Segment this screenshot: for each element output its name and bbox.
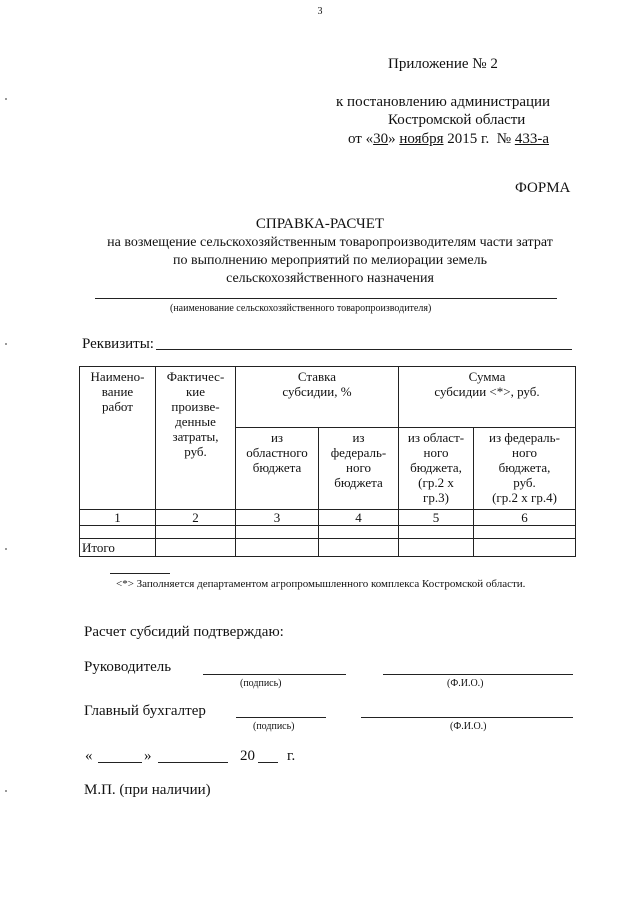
table-cell[interactable] <box>319 526 399 539</box>
table-number-row <box>80 510 576 526</box>
header-subsidy-amount: Сумма субсидии <*>, руб. <box>399 367 576 428</box>
page-number: 3 <box>317 6 323 17</box>
header-rate-federal: из федераль- ного бюджета <box>319 428 399 510</box>
footnote: <*> Заполняется департаментом агропромышленного комплекса Костромской области. <box>116 578 526 590</box>
date-year-suffix: г. <box>287 748 296 764</box>
producer-caption: (наименование сельскохозяйственного товаропроизводителя) <box>170 303 432 314</box>
date-close-quote: » <box>144 748 152 764</box>
form-label: ФОРМА <box>515 180 571 196</box>
subtitle-line2: по выполнению мероприятий по мелиорации земель <box>173 253 487 268</box>
date-month-field[interactable] <box>158 762 228 763</box>
date-day-field[interactable] <box>98 762 142 763</box>
appendix-date: от «30» ноября 2015 г. № 433-а <box>348 131 549 147</box>
subtitle-line1: на возмещение сельскохозяйственным товаропроизводителям части затрат <box>107 235 553 250</box>
date-year-prefix: 20 <box>240 748 255 764</box>
head-fio-caption: (Ф.И.О.) <box>447 678 484 689</box>
scan-speck <box>5 98 7 100</box>
date-open-quote: « <box>85 748 93 764</box>
header-actual-costs: Фактичес- кие произве- денные затраты, руб. <box>156 367 236 510</box>
head-fio-field[interactable] <box>383 674 573 675</box>
date-year-field[interactable] <box>258 762 278 763</box>
table-cell[interactable] <box>236 526 319 539</box>
col-number: 6 <box>474 510 576 526</box>
requisites-label: Реквизиты: <box>82 336 154 352</box>
table-cell[interactable] <box>319 539 399 557</box>
scan-speck <box>5 343 7 345</box>
header-work-name: Наимено- вание работ <box>80 367 156 510</box>
table-cell[interactable] <box>474 539 576 557</box>
table-cell[interactable] <box>156 526 236 539</box>
table-cell[interactable] <box>80 526 156 539</box>
header-amount-regional: из област- ного бюджета, (гр.2 х гр.3) <box>399 428 474 510</box>
scan-speck <box>5 790 7 792</box>
accountant-fio-field[interactable] <box>361 717 573 718</box>
scan-speck <box>5 548 7 550</box>
subsidy-table <box>79 366 576 557</box>
total-label: Итого <box>80 539 156 557</box>
table-cell[interactable] <box>399 539 474 557</box>
header-amount-federal: из федераль- ного бюджета, руб. (гр.2 х гр.4) <box>474 428 576 510</box>
col-number: 3 <box>236 510 319 526</box>
requisites-field[interactable] <box>156 349 572 350</box>
confirm-text: Расчет субсидий подтверждаю: <box>84 624 284 640</box>
accountant-signature-caption: (подпись) <box>253 721 295 732</box>
table-cell[interactable] <box>156 539 236 557</box>
accountant-fio-caption: (Ф.И.О.) <box>450 721 487 732</box>
table-cell[interactable] <box>236 539 319 557</box>
producer-name-field[interactable] <box>95 298 557 299</box>
header-rate-regional: из областного бюджета <box>236 428 319 510</box>
col-number: 4 <box>319 510 399 526</box>
table-cell[interactable] <box>399 526 474 539</box>
table-cell[interactable] <box>474 526 576 539</box>
table-row <box>80 526 576 539</box>
head-signature-caption: (подпись) <box>240 678 282 689</box>
head-signature-field[interactable] <box>203 674 346 675</box>
chief-accountant-label: Главный бухгалтер <box>84 703 206 719</box>
stamp-label: М.П. (при наличии) <box>84 782 211 798</box>
header-subsidy-rate: Ставка субсидии, % <box>236 367 399 428</box>
head-label: Руководитель <box>84 659 172 675</box>
col-number: 1 <box>80 510 156 526</box>
document-title: СПРАВКА-РАСЧЕТ <box>255 216 385 232</box>
accountant-signature-field[interactable] <box>236 717 326 718</box>
table-header-row <box>80 367 576 428</box>
table-total-row <box>80 539 576 557</box>
subtitle-line3: сельскохозяйственного назначения <box>226 271 434 286</box>
appendix-title: Приложение № 2 <box>388 56 498 72</box>
col-number: 2 <box>156 510 236 526</box>
appendix-line1: к постановлению администрации <box>336 94 551 110</box>
footnote-separator <box>110 573 170 574</box>
appendix-line2: Костромской области <box>388 112 526 128</box>
col-number: 5 <box>399 510 474 526</box>
